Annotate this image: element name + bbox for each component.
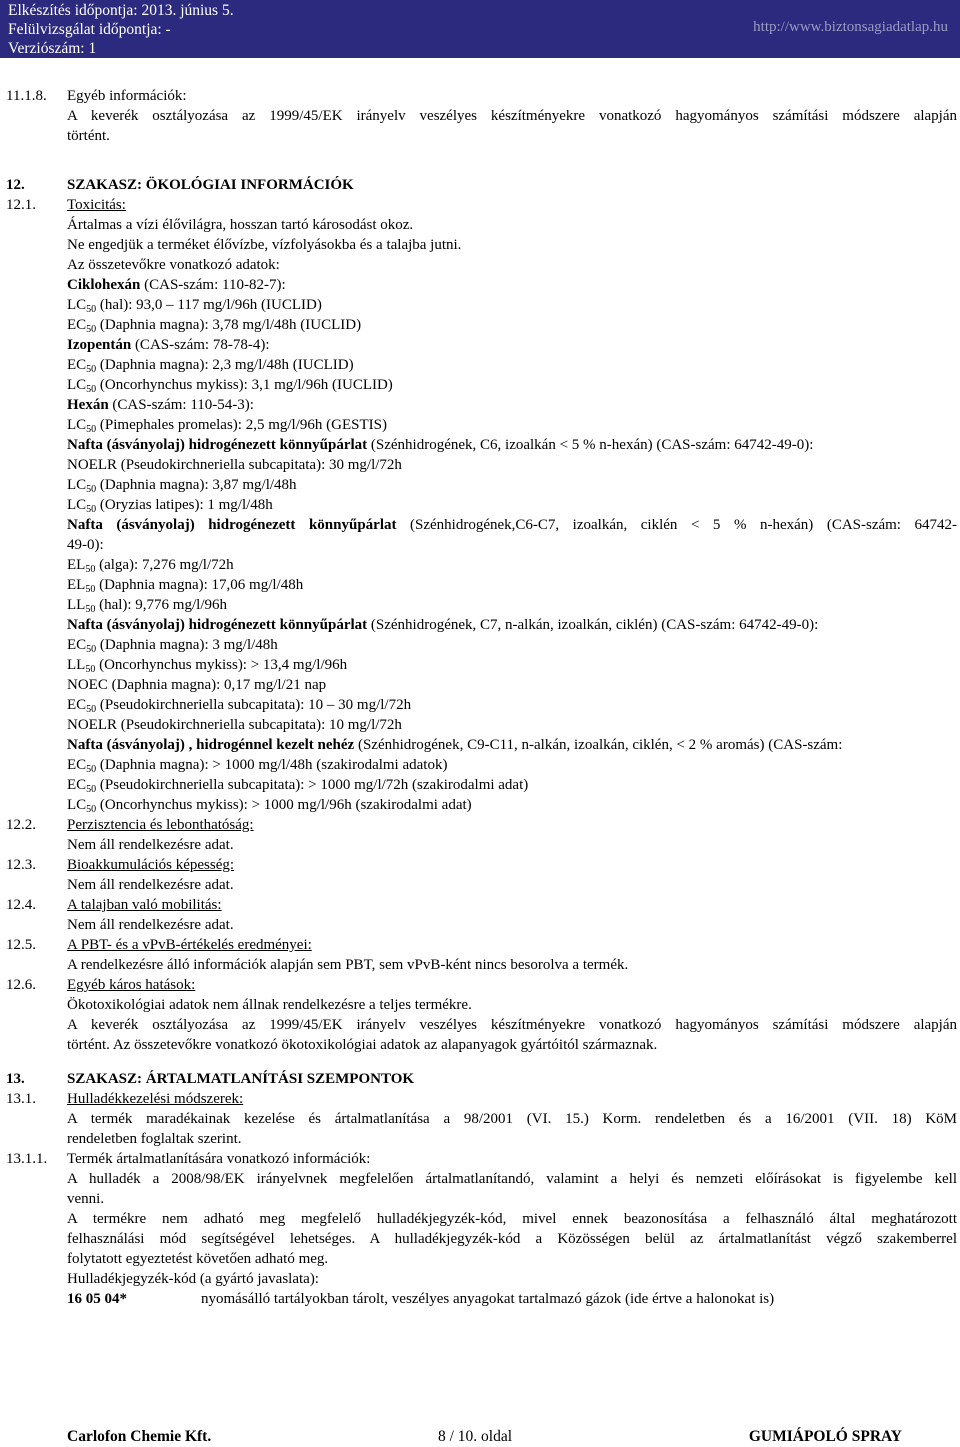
paragraph-line: történt. Az összetevőkre vonatkozó ökotoxikológiai adatok az alapanyagok gyártóitól származnak. <box>67 1037 658 1053</box>
paragraph-line: A hulladék a 2008/98/EK irányelvnek megfelelően ártalmatlanítandó, valamint a helyi és nemzeti előírásokat is figyelembe kell <box>67 1171 957 1187</box>
paragraph-line: felhasználási mód segítségével lehetséges. A hulladékjegyzék-kód a Közösségen belül az ártalmatlanítást végző szakemberrel <box>67 1231 957 1247</box>
page-number: 8 / 10. oldal <box>438 1428 513 1445</box>
tox-value: $LC_{50}$ (Daphnia magna): 3,87 mg/l/48h <box>67 477 297 495</box>
text-line: Az összetevőkre vonatkozó adatok: <box>67 257 280 273</box>
paragraph-line: venni. <box>67 1191 105 1207</box>
waste-code-description: nyomásálló tartályokban tárolt, veszélyes anyagokat tartalmazó gázok (ide értve a halonokat is) <box>201 1291 775 1307</box>
paragraph-line: A keverék osztályozása az 1999/45/EK irányelv veszélyes készítményekre vonatkozó hagyományos számítási módszere alapján <box>67 108 957 124</box>
tox-value: $LC_{50}$ (Pimephales promelas): 2,5 mg/l/96h (GESTIS) <box>67 417 387 435</box>
substance-ciklohexan: Ciklohexán (CAS-szám: 110-82-7): <box>67 277 286 293</box>
text-line: Ökotoxikológiai adatok nem állnak rendelkezésre a teljes termékre. <box>67 997 472 1013</box>
paragraph-line: A termék maradékainak kezelése és ártalmatlanítása a 98/2001 (VI. 15.) Korm. rendeletben és a 16/2001 (VII. 18) KöM <box>67 1111 957 1127</box>
substance-izopentan: Izopentán (CAS-szám: 78-78-4): <box>67 337 270 353</box>
tox-value: $LL_{50}$ (Oncorhynchus mykiss): > 13,4 mg/l/96h <box>67 657 348 675</box>
tox-value: $EC_{50}$ (Pseudokirchneriella subcapitata): > 1000 mg/l/72h (szakirodalmi adat) <box>67 777 529 795</box>
tox-value: NOELR (Pseudokirchneriella subcapitata): 10 mg/l/72h <box>67 717 402 733</box>
text-line: 49-0): <box>67 537 104 553</box>
tox-value: $LC_{50}$ (Oncorhynchus mykiss): > 1000 mg/l/96h (szakirodalmi adat) <box>67 797 472 815</box>
text-line: Nem áll rendelkezésre adat. <box>67 837 234 853</box>
section-13-heading: 13. SZAKASZ: ÁRTALMATLANÍTÁSI SZEMPONTOK <box>6 1071 415 1087</box>
tox-value: $EC_{50}$ (Daphnia magna): 3,78 mg/l/48h (IUCLID) <box>67 317 362 335</box>
paragraph-line: folytatott egyeztetést követően adható meg. <box>67 1251 329 1267</box>
creation-date: Elkészítés időpontja: 2013. június 5. <box>8 2 234 19</box>
substance-nafta-c6: Nafta (ásványolaj) hidrogénezett könnyűpárlat (Szénhidrogének, C6, izoalkán < 5 % n-hexán) (CAS-szám: 64742-49-0): <box>67 437 814 453</box>
version-number: Verziószám: 1 <box>8 40 97 57</box>
tox-value: NOELR (Pseudokirchneriella subcapitata): 30 mg/l/72h <box>67 457 402 473</box>
tox-value: $LC_{50}$ (Oryzias latipes): 1 mg/l/48h <box>67 497 273 515</box>
section-12-4-heading: 12.4. A talajban való mobilitás: <box>6 897 222 913</box>
text-line: Nem áll rendelkezésre adat. <box>67 917 234 933</box>
paragraph-line: A keverék osztályozása az 1999/45/EK irányelv veszélyes készítményekre vonatkozó hagyományos számítási módszere alapján <box>67 1017 957 1033</box>
section-12-5-heading: 12.5. A PBT- és a vPvB-értékelés eredményei: <box>6 937 312 953</box>
tox-value: $EL_{50}$ (alga): 7,276 mg/l/72h <box>67 557 234 575</box>
tox-value: $LC_{50}$ (Oncorhynchus mykiss): 3,1 mg/l/96h (IUCLID) <box>67 377 393 395</box>
company-name: Carlofon Chemie Kft. <box>67 1428 212 1445</box>
text-line: Ne engedjük a terméket élővízbe, vízfolyásokba és a talajba jutni. <box>67 237 462 253</box>
waste-code-row <box>0 1289 960 1309</box>
product-name: GUMIÁPOLÓ SPRAY <box>748 1428 902 1445</box>
paragraph-line: történt. <box>67 128 110 144</box>
substance-nafta-c6-c7: Nafta (ásványolaj) hidrogénezett könnyűpárlat (Szénhidrogének,C6-C7, izoalkán, ciklén < 5 % n-hexán) (CAS-szám: 64742- <box>67 517 957 533</box>
section-12-heading: 12. SZAKASZ: ÖKOLÓGIAI INFORMÁCIÓK <box>6 177 354 193</box>
substance-nafta-c7: Nafta (ásványolaj) hidrogénezett könnyűpárlat (Szénhidrogének, C7, n-alkán, izoalkán, ciklén) (CAS-szám: 64742-49-0): <box>67 617 819 633</box>
tox-value: $LL_{50}$ (hal): 9,776 mg/l/96h <box>67 597 227 615</box>
tox-value: $EC_{50}$ (Daphnia magna): > 1000 mg/l/48h (szakirodalmi adatok) <box>67 757 448 775</box>
paragraph-line: rendeletben foglaltak szerint. <box>67 1131 242 1147</box>
document-footer <box>0 1427 960 1447</box>
section-12-3-heading: 12.3. Bioakkumulációs képesség: <box>6 857 235 873</box>
section-12-6-heading: 12.6. Egyéb káros hatások: <box>6 977 196 993</box>
text-line: Nem áll rendelkezésre adat. <box>67 877 234 893</box>
section-13-1-1-heading: 13.1.1. Termék ártalmatlanítására vonatkozó információk: <box>6 1151 371 1167</box>
tox-value: $EC_{50}$ (Pseudokirchneriella subcapitata): 10 – 30 mg/l/72h <box>67 697 412 715</box>
section-13-1-heading: 13.1. Hulladékkezelési módszerek: <box>6 1091 244 1107</box>
tox-value: NOEC (Daphnia magna): 0,17 mg/l/21 nap <box>67 677 327 693</box>
paragraph-line: A termékre nem adható meg megfelelő hulladékjegyzék-kód, mivel ennek beazonosítása a felhasználó által meghatározott <box>67 1211 957 1227</box>
section-12-2-heading: 12.2. Perzisztencia és lebonthatóság: <box>6 817 254 833</box>
section-12-1-heading: 12.1. Toxicitás: <box>6 197 126 213</box>
section-11-1-8-heading: 11.1.8. Egyéb információk: <box>6 88 187 104</box>
text-line: Ártalmas a vízi élővilágra, hosszan tartó károsodást okoz. <box>67 217 414 233</box>
text-line: Hulladékjegyzék-kód (a gyártó javaslata): <box>67 1271 319 1287</box>
document-header <box>0 0 960 58</box>
substance-hexan: Hexán (CAS-szám: 110-54-3): <box>67 397 254 413</box>
waste-code: 16 05 04* <box>67 1291 127 1307</box>
text-line: A rendelkezésre álló információk alapján sem PBT, sem vPvB-ként nincs besorolva a termék. <box>67 957 629 973</box>
revision-date: Felülvizsgálat időpontja: - <box>8 21 171 38</box>
tox-value: $EC_{50}$ (Daphnia magna): 3 mg/l/48h <box>67 637 278 655</box>
tox-value: $EC_{50}$ (Daphnia magna): 2,3 mg/l/48h (IUCLID) <box>67 357 354 375</box>
tox-value: $EL_{50}$ (Daphnia magna): 17,06 mg/l/48h <box>67 577 304 595</box>
tox-value: $LC_{50}$ (hal): 93,0 – 117 mg/l/96h (IUCLID) <box>67 297 322 315</box>
website-link[interactable]: http://www.biztonsagiadatlap.hu <box>753 19 948 35</box>
substance-nafta-heavy: Nafta (ásványolaj) , hidrogénnel kezelt nehéz (Szénhidrogének, C9-C11, n-alkán, izoalkán, ciklén, < 2 % aromás) (CAS-szám: <box>67 737 843 753</box>
